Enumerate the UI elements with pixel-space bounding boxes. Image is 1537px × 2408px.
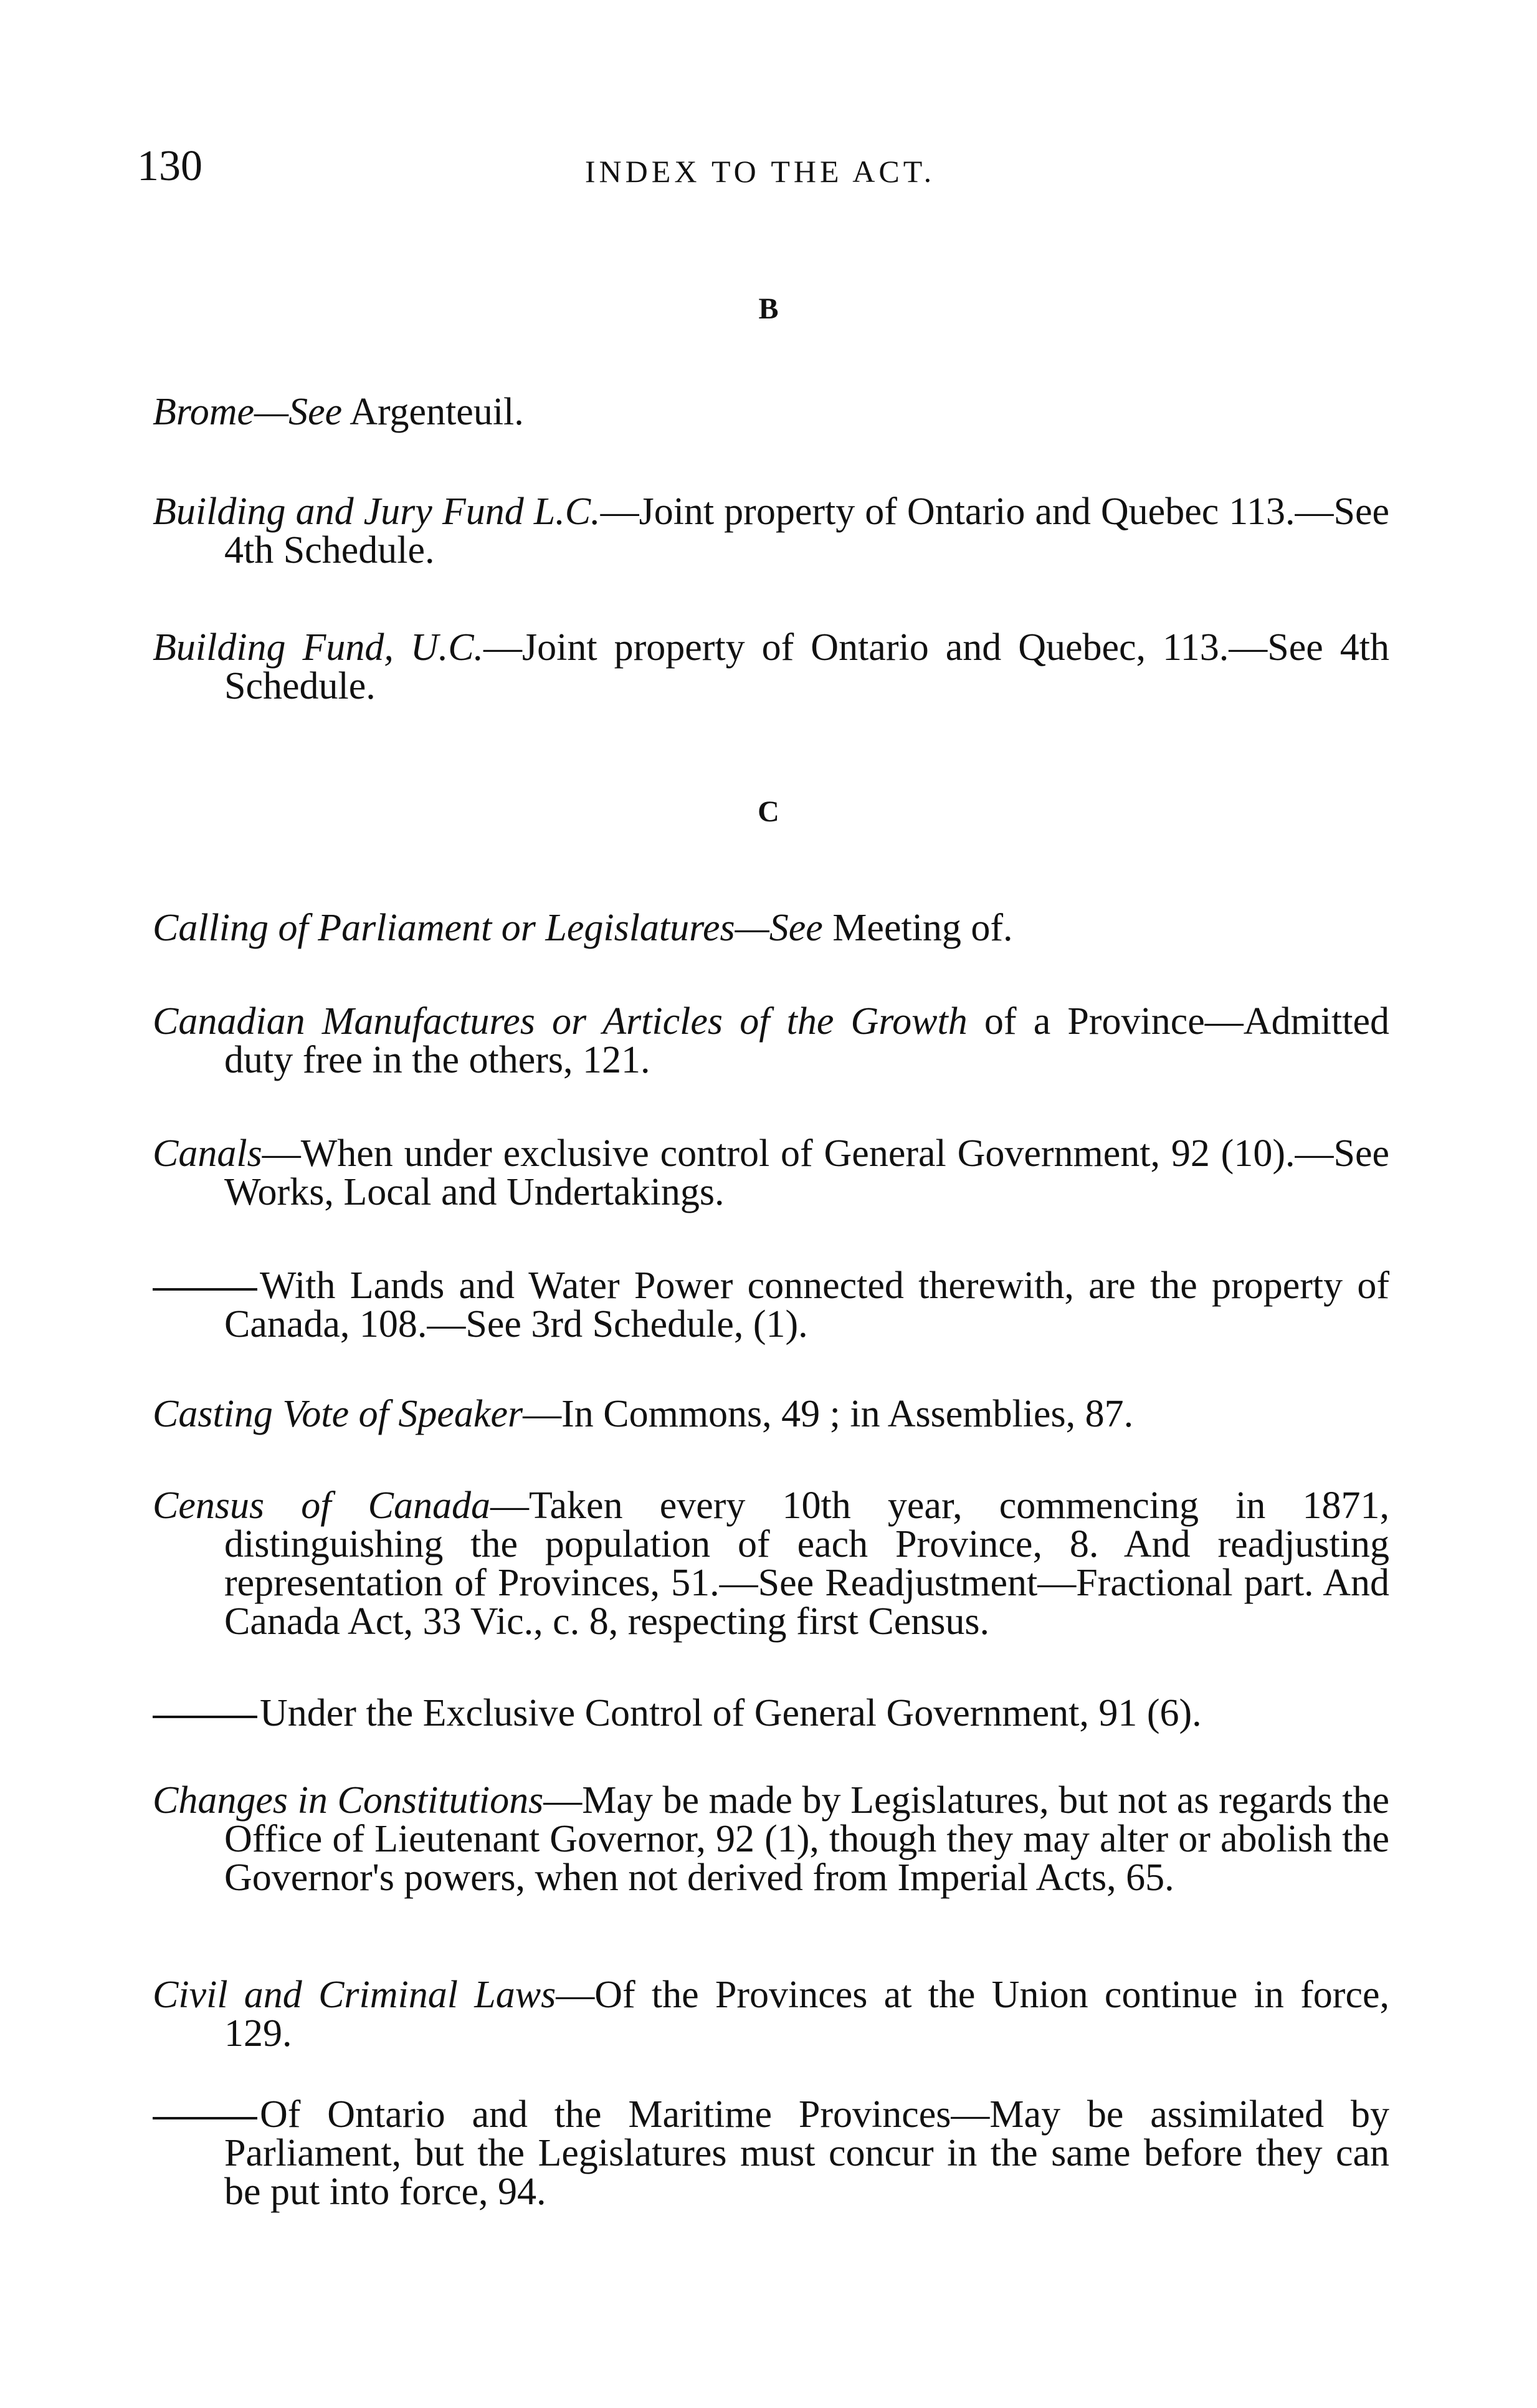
entry-text: Under the Exclusive Control of General Government, 91 (6). <box>260 1692 1202 1734</box>
index-subentry-civil-laws-ontario <box>153 2095 1389 2211</box>
index-entry-casting-vote <box>153 1395 1389 1433</box>
page-number: 130 <box>137 142 202 190</box>
ditto-dash <box>153 1288 257 1291</box>
index-subentry-census-control <box>153 1694 1389 1732</box>
entry-title: Changes in Constitutions <box>153 1779 544 1822</box>
entry-title: Civil and Criminal Laws <box>153 1974 556 2016</box>
section-letter-c: C <box>758 795 779 828</box>
entry-text: Meeting of. <box>822 907 1013 949</box>
entry-title: Calling of Parliament or Legislatures—See <box>153 907 823 949</box>
page-header <box>137 138 1383 194</box>
index-entry-canadian-manufactures <box>153 1002 1389 1079</box>
entry-title: Building and Jury Fund L.C. <box>153 490 601 533</box>
ditto-dash <box>153 1716 257 1718</box>
entry-text: —When under exclusive control of General Government, 92 (10).—See Works, Local and Undertakings. <box>224 1132 1389 1213</box>
entry-title: Casting Vote of Speaker <box>153 1393 523 1435</box>
entry-text: —Taken every 10th year, commencing in 1871, distinguishing the population of each Province, 8. And readjusting representation of Provinces, 51.—See Readjustment—Fractional part. And Canada Act, 33 Vic., c. 8, respecting first Census. <box>224 1484 1389 1643</box>
entry-text: —Joint property of Ontario and Quebec, 113.—See 4th Schedule. <box>224 626 1389 707</box>
entry-title: Building Fund, U.C. <box>153 626 484 669</box>
entry-title: Brome—See <box>153 391 343 433</box>
entry-text: With Lands and Water Power connected therewith, are the property of Canada, 108.—See 3rd Schedule, (1). <box>224 1264 1389 1345</box>
entry-text: —May be made by Legislatures, but not as regards the Office of Lieutenant Governor, 92 (1), though they may alter or abolish the Governor's powers, when not derived from Imperial Acts, 65. <box>224 1779 1389 1899</box>
index-entry-calling-of-parliament <box>153 909 1389 947</box>
section-letter-b: B <box>758 292 779 325</box>
ditto-dash <box>153 2117 257 2119</box>
entry-title: Canadian Manufactures or Articles of the Growth <box>153 1000 968 1043</box>
index-entry-civil-and-criminal-laws <box>153 1976 1389 2053</box>
index-entry-brome <box>153 393 1389 431</box>
entry-text: —Of the Provinces at the Union continue in force, 129. <box>224 1974 1389 2055</box>
entry-title: Census of Canada <box>153 1484 490 1527</box>
index-entry-changes-in-constitutions <box>153 1781 1389 1897</box>
index-entry-building-and-jury-fund <box>153 492 1389 570</box>
entry-text: Argenteuil. <box>342 391 524 433</box>
entry-text: —Joint property of Ontario and Quebec 113.—See 4th Schedule. <box>224 490 1389 571</box>
entry-title: Canals <box>153 1132 262 1175</box>
index-entry-canals <box>153 1134 1389 1211</box>
running-head: INDEX TO THE ACT. <box>584 154 936 189</box>
entry-text: Of Ontario and the Maritime Provinces—May be assimilated by Parliament, but the Legislatures must concur in the same before they can be put into force, 94. <box>224 2093 1389 2213</box>
index-entry-census-of-canada <box>153 1486 1389 1641</box>
index-entry-building-fund <box>153 628 1389 705</box>
index-subentry-canals-lands <box>153 1266 1389 1344</box>
entry-text: —In Commons, 49 ; in Assemblies, 87. <box>523 1393 1134 1435</box>
entry-text: of a Province—Admitted duty free in the others, 121. <box>224 1000 1389 1081</box>
